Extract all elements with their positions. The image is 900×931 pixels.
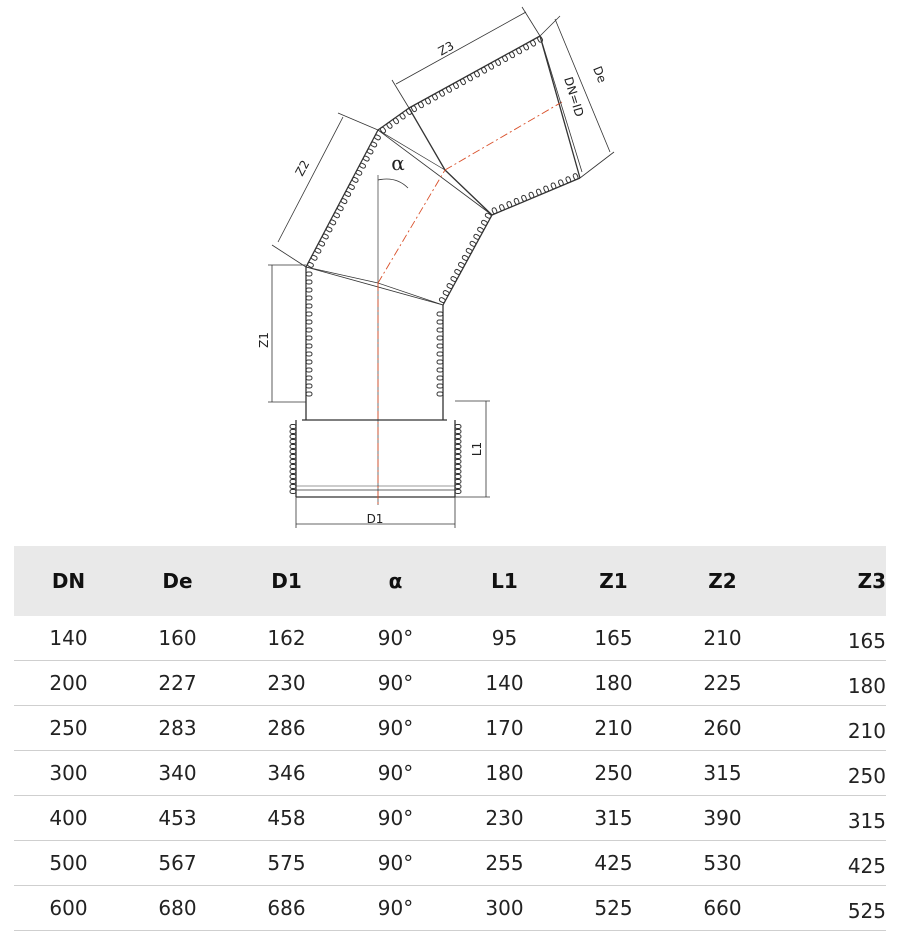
d1-label: D1 [366, 512, 384, 526]
column-header: De [123, 546, 232, 616]
table-cell: 315 [777, 796, 886, 841]
pipe-outline [296, 36, 580, 497]
dn-id-label: DN=ID [561, 75, 587, 119]
corrugation-rib [455, 430, 461, 434]
l1-label: L1 [470, 441, 484, 457]
table-row [14, 796, 886, 841]
corrugation-rib [290, 445, 296, 449]
z1-label: Z1 [257, 332, 271, 348]
table-cell: 300 [14, 751, 123, 796]
corrugation-rib [437, 336, 443, 340]
corrugation-rib [306, 272, 312, 276]
table-cell: 90° [341, 796, 450, 841]
corrugation-rib [437, 352, 443, 356]
column-header: DN [14, 546, 123, 616]
corrugation-rib [290, 440, 296, 444]
corrugation-rib [437, 328, 443, 332]
table-cell: 500 [14, 841, 123, 886]
table-cell: 160 [123, 616, 232, 661]
corrugation-rib [437, 320, 443, 324]
table-cell: 660 [668, 886, 777, 931]
corrugation-rib [455, 455, 461, 459]
corrugation-rib [290, 475, 296, 479]
table-cell: 283 [123, 706, 232, 751]
table-cell: 200 [14, 661, 123, 706]
dimensions-table [14, 546, 886, 931]
table-row [14, 841, 886, 886]
z2-label: Z2 [292, 157, 313, 179]
corrugation-rib [455, 450, 461, 454]
corrugation-rib [290, 425, 296, 429]
table-cell: 90° [341, 661, 450, 706]
table-cell: 425 [559, 841, 668, 886]
corrugation-rib [290, 470, 296, 474]
corrugation-rib [306, 384, 312, 388]
corrugation-rib [306, 360, 312, 364]
alpha-label: α [391, 151, 405, 175]
table-cell: 210 [777, 706, 886, 751]
table-cell: 315 [559, 796, 668, 841]
corrugation-rib [455, 445, 461, 449]
table-cell: 425 [777, 841, 886, 886]
table-cell: 180 [777, 661, 886, 706]
corrugation-rib [437, 312, 443, 316]
corrugation-rib [290, 435, 296, 439]
table-cell: 286 [232, 706, 341, 751]
table-cell: 686 [232, 886, 341, 931]
corrugation-rib [455, 475, 461, 479]
table-cell: 165 [777, 616, 886, 661]
corrugation-rib [290, 485, 296, 489]
corrugation-ribs [290, 36, 579, 494]
corrugation-rib [455, 460, 461, 464]
corrugation-rib [455, 470, 461, 474]
corrugation-rib [306, 296, 312, 300]
table-body [14, 616, 886, 931]
table-cell: 390 [668, 796, 777, 841]
table-cell: 90° [341, 706, 450, 751]
corrugation-rib [455, 465, 461, 469]
column-header: Z3 [777, 546, 886, 616]
table-cell: 250 [777, 751, 886, 796]
table-cell: 340 [123, 751, 232, 796]
corrugation-rib [290, 430, 296, 434]
table-row [14, 886, 886, 931]
corrugation-rib [306, 376, 312, 380]
corrugation-rib [455, 425, 461, 429]
column-header: D1 [232, 546, 341, 616]
table-cell: 453 [123, 796, 232, 841]
corrugation-rib [455, 490, 461, 494]
table-cell: 567 [123, 841, 232, 886]
corrugation-rib [306, 368, 312, 372]
table-cell: 400 [14, 796, 123, 841]
corrugation-rib [290, 460, 296, 464]
corrugation-rib [306, 352, 312, 356]
table-cell: 140 [450, 661, 559, 706]
corrugation-rib [455, 435, 461, 439]
table-cell: 180 [450, 751, 559, 796]
table-cell: 300 [450, 886, 559, 931]
table-cell: 250 [559, 751, 668, 796]
corrugation-rib [290, 465, 296, 469]
table-cell: 230 [232, 661, 341, 706]
corrugation-rib [437, 384, 443, 388]
table-row [14, 751, 886, 796]
column-header: Z1 [559, 546, 668, 616]
corrugation-rib [455, 485, 461, 489]
table-cell: 575 [232, 841, 341, 886]
z3-label: Z3 [435, 38, 457, 59]
table-cell: 525 [559, 886, 668, 931]
table-cell: 346 [232, 751, 341, 796]
table-cell: 600 [14, 886, 123, 931]
corrugation-rib [306, 392, 312, 396]
corrugation-rib [290, 480, 296, 484]
corrugation-rib [290, 490, 296, 494]
table-cell: 140 [14, 616, 123, 661]
table-header-row [14, 546, 886, 616]
table-cell: 210 [668, 616, 777, 661]
table-cell: 90° [341, 886, 450, 931]
table-cell: 525 [777, 886, 886, 931]
table-cell: 260 [668, 706, 777, 751]
corrugation-rib [455, 440, 461, 444]
column-header: Z2 [668, 546, 777, 616]
corrugation-rib [306, 344, 312, 348]
corrugation-rib [306, 312, 312, 316]
corrugation-rib [437, 344, 443, 348]
column-header: α [341, 546, 450, 616]
table-cell: 210 [559, 706, 668, 751]
corrugation-rib [290, 455, 296, 459]
corrugation-rib [306, 328, 312, 332]
corrugation-rib [437, 376, 443, 380]
table-cell: 230 [450, 796, 559, 841]
table-cell: 250 [14, 706, 123, 751]
dimension-lines [268, 7, 614, 528]
corrugation-rib [306, 288, 312, 292]
table-row [14, 616, 886, 661]
table-cell: 315 [668, 751, 777, 796]
table-cell: 458 [232, 796, 341, 841]
corrugation-rib [437, 360, 443, 364]
table-cell: 170 [450, 706, 559, 751]
table-cell: 95 [450, 616, 559, 661]
de-label: De [590, 64, 610, 85]
corrugation-rib [306, 304, 312, 308]
table-cell: 90° [341, 751, 450, 796]
table-cell: 90° [341, 616, 450, 661]
table-cell: 165 [559, 616, 668, 661]
table-row [14, 706, 886, 751]
table-cell: 225 [668, 661, 777, 706]
corrugation-rib [437, 392, 443, 396]
table-cell: 255 [450, 841, 559, 886]
corrugation-rib [455, 480, 461, 484]
corrugation-rib [306, 280, 312, 284]
corrugation-rib [306, 320, 312, 324]
corrugation-rib [290, 450, 296, 454]
table-cell: 530 [668, 841, 777, 886]
corrugation-rib [306, 336, 312, 340]
construction-lines [306, 130, 492, 505]
table-cell: 90° [341, 841, 450, 886]
table-row [14, 661, 886, 706]
table-cell: 227 [123, 661, 232, 706]
column-header: L1 [450, 546, 559, 616]
corrugation-rib [437, 368, 443, 372]
table-cell: 180 [559, 661, 668, 706]
table-cell: 162 [232, 616, 341, 661]
table-cell: 680 [123, 886, 232, 931]
